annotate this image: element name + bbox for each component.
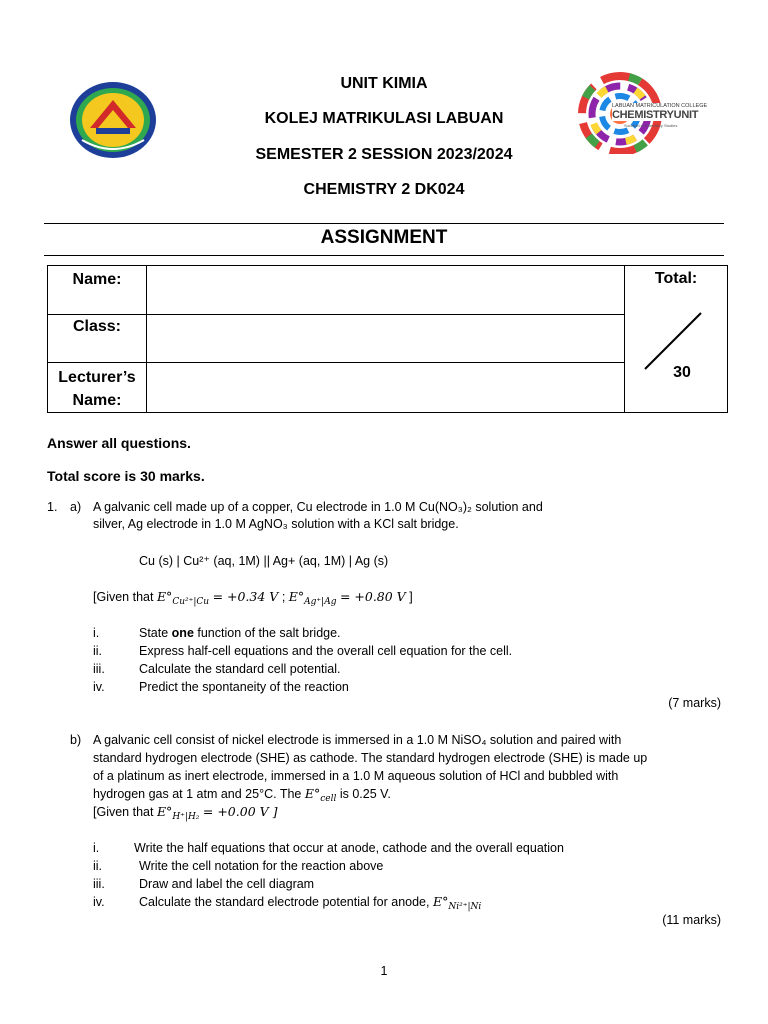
header-unit: UNIT KIMIA [340,75,428,92]
q1a-line2: silver, Ag electrode in 1.0 M AgNO₃ solution with a KCl salt bridge. [93,517,459,531]
q1-number: 1. [47,500,58,514]
q1a-item-i-post: function of the salt bridge. [193,626,341,640]
q1a-item-iii: Calculate the standard cell potential. [139,662,341,676]
name-label: Name: [48,266,147,315]
q1b-line4: hydrogen gas at 1 atm and 25°C. The $E^\circ_{cell}$ is 0.25 V. [93,786,391,804]
q1b-line4-pre: hydrogen gas at 1 atm and 25°C. The [93,787,302,801]
q1a-e-ag-value: = +0.80 V [339,589,406,604]
instruction-answer-all: Answer all questions. [47,435,191,451]
q1b-item-iv: Calculate the standard electrode potential for anode, $E^\circ_{Ni^{2+}|Ni}$ [139,894,482,912]
q1b-item-i-num: i. [93,841,100,855]
q1a-item-ii-num: ii. [93,644,103,658]
q1b-item-iv-num: iv. [93,895,105,909]
header-course: CHEMISTRY 2 DK024 [303,181,465,198]
page-number: 1 [380,964,388,978]
q1a-given-suffix: ] [409,590,413,604]
q1b-e-h-value: = +0.00 V ] [202,804,278,819]
q1a-label: a) [70,500,82,514]
q1b-item-ii: Write the cell notation for the reaction above [139,859,384,873]
total-cell [625,266,728,413]
q1a-item-iii-num: iii. [93,662,105,676]
q1a-item-iv-num: iv. [93,680,105,694]
q1a-e-ag-sub: Ag⁺|Ag [304,597,337,607]
q1b-line4-post: is 0.25 V. [339,787,391,801]
class-field[interactable] [146,315,624,363]
q1b-e-ni-sub: Ni²⁺|Ni [448,902,482,912]
header-college: KOLEJ MATRIKULASI LABUAN [264,110,504,127]
q1b-label: b) [70,733,82,747]
q1a-e-cu-sub: Cu²⁺|Cu [172,597,210,607]
total-slash-icon [643,311,705,371]
q1b-item-iv-text: Calculate the standard electrode potential for anode, [139,895,430,909]
q1b-e-h-sub: H⁺|H₂ [172,812,200,822]
q1a-item-i-pre: State [139,626,172,640]
q1b-ecell-sub: cell [320,794,337,804]
instruction-total-score: Total score is 30 marks. [47,468,205,484]
q1a-item-i-num: i. [93,626,100,640]
q1b-line1: A galvanic cell consist of nickel electrode is immersed in a 1.0 M NiSO₄ solution and paired with [93,733,622,747]
q1a-item-iv: Predict the spontaneity of the reaction [139,680,349,694]
lecturer-label [48,363,147,413]
q1b-item-i: Write the half equations that occur at anode, cathode and the overall equation [134,841,564,855]
logo-text-college: LABUAN MATRICULATION COLLEGE [612,103,708,109]
logo-text-tagline: Succeed in Chemistry Studies [624,123,678,128]
q1b-line3: of a platinum as inert electrode, immersed in a 1.0 M aqueous solution of HCl and bubbled with [93,769,619,783]
q1b-item-iii-num: iii. [93,877,105,891]
q1b-item-ii-num: ii. [93,859,103,873]
q1a-given-prefix: [Given that [93,590,154,604]
total-max: 30 [673,364,691,381]
q1a-cell-notation: Cu (s) | Cu²⁺ (aq, 1M) || Ag+ (aq, 1M) | Ag (s) [139,554,389,568]
logo-text-unit: CHEMISTRYUNIT [612,109,699,121]
name-field[interactable] [146,266,624,315]
q1a-line1: A galvanic cell made up of a copper, Cu electrode in 1.0 M Cu(NO₃)₂ solution and [93,500,543,514]
q1a-marks: (7 marks) [668,696,721,710]
student-info-table [47,265,728,413]
q1a-item-i-bold: one [171,626,194,640]
q1a-item-i [139,624,341,642]
q1b-given: [Given that $E^\circ_{H^+|H_2} = +0.00$ V ] [93,804,278,822]
q1b-item-iii: Draw and label the cell diagram [139,877,315,891]
total-label: Total: [654,270,698,287]
header-session: SEMESTER 2 SESSION 2023/2024 [255,146,513,163]
q1b-line2: standard hydrogen electrode (SHE) as cathode. The standard hydrogen electrode (SHE) is made up [93,751,648,765]
q1a-given: [Given that $E^\circ_{Cu^{2+}|Cu} = +0.34$ V ; $E^\circ_{Ag^+|Ag} = +0.80$ V ] [93,589,413,607]
title-top-rule [44,223,724,224]
q1a-given-sep: ; [281,590,286,604]
q1a-item-ii: Express half-cell equations and the overall cell equation for the cell. [139,644,513,658]
lecturer-field[interactable] [146,363,624,413]
lecturer-label-line1: Lecturer’s [58,369,136,386]
class-label: Class: [48,315,147,363]
title-bottom-rule [44,255,724,256]
q1b-marks: (11 marks) [662,913,721,927]
q1a-e-cu-value: = +0.34 V [212,589,279,604]
assignment-title: ASSIGNMENT [320,227,448,248]
q1b-given-prefix: [Given that [93,805,154,819]
lecturer-label-line2: Name: [72,392,122,409]
